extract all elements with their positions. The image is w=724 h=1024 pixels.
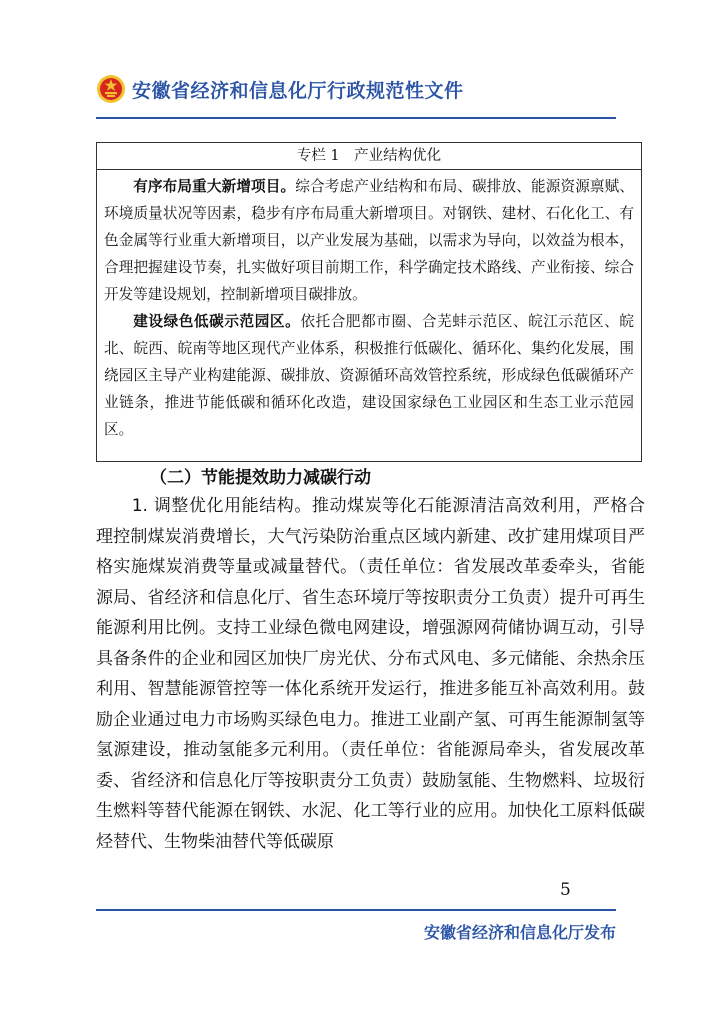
column-paragraph	[104, 173, 634, 308]
header-title: 安徽省经济和信息化厅行政规范性文件	[132, 79, 464, 102]
column-paragraph-lead: 有序布局重大新增项目。	[133, 178, 296, 195]
column-paragraph-text: 综合考虑产业结构和布局、碳排放、能源资源禀赋、环境质量状况等因素，稳步有序布局重大新增项目。对钢铁、建材、石化化工、有色金属等行业重大新增项目，以产业发展为基础，以需求为导向，以效益为根本，合理把握建设节奏，扎实做好项目前期工作，科学确定技术路线、产业衔接、综合开发等建设规划，控制新增项目碳排放。	[104, 178, 634, 303]
section-title: （二）节能提效助力减碳行动	[150, 468, 371, 488]
footer-divider	[96, 909, 616, 911]
body-paragraph: 1. 调整优化用能结构。推动煤炭等化石能源清洁高效利用，严格合理控制煤炭消费增长，大气污染防治重点区域内新建、改扩建用煤项目严格实施煤炭消费等量或减量替代。（责任单位：省发展改革委牵头，省能源局、省经济和信息化厅、省生态环境厅等按职责分工负责）提升可再生能源利用比例。支持工业绿色微电网建设，增强源网荷储协调互动，引导具备条件的企业和园区加快厂房光伏、分布式风电、多元储能、余热余压利用、智慧能源管控等一体化系统开发运行，推进多能互补高效利用。鼓励企业通过电力市场购买绿色电力。推进工业副产氢、可再生能源制氢等氢源建设，推动氢能多元利用。（责任单位：省能源局牵头，省发展改革委、省经济和信息化厅等按职责分工负责）鼓励氢能、生物燃料、垃圾衍生燃料等替代能源在钢铁、水泥、化工等行业的应用。加快化工原料低碳烃替代、生物柴油替代等低碳原	[96, 496, 645, 852]
column-paragraph-lead: 建设绿色低碳示范园区。	[133, 313, 301, 330]
column-paragraph-text: 依托合肥都市圈、合芜蚌示范区、皖江示范区、皖北、皖西、皖南等地区现代产业体系，积极推行低碳化、循环化、集约化发展，围绕园区主导产业构建能源、碳排放、资源循环高效管控系统，形成绿色低碳循环产业链条，推进节能低碳和循环化改造，建设国家绿色工业园区和生态工业示范园区。	[104, 313, 634, 438]
document-header	[96, 70, 464, 108]
national-emblem-icon	[96, 74, 126, 104]
body-text	[96, 491, 645, 857]
column-paragraph	[104, 308, 634, 443]
page-number: 5	[560, 880, 571, 900]
column-heading: 专栏 1 产业结构优化	[97, 143, 641, 170]
header-divider	[96, 117, 616, 119]
column-box	[96, 142, 642, 462]
footer-title: 安徽省经济和信息化厅发布	[423, 923, 616, 942]
column-body	[97, 170, 641, 443]
